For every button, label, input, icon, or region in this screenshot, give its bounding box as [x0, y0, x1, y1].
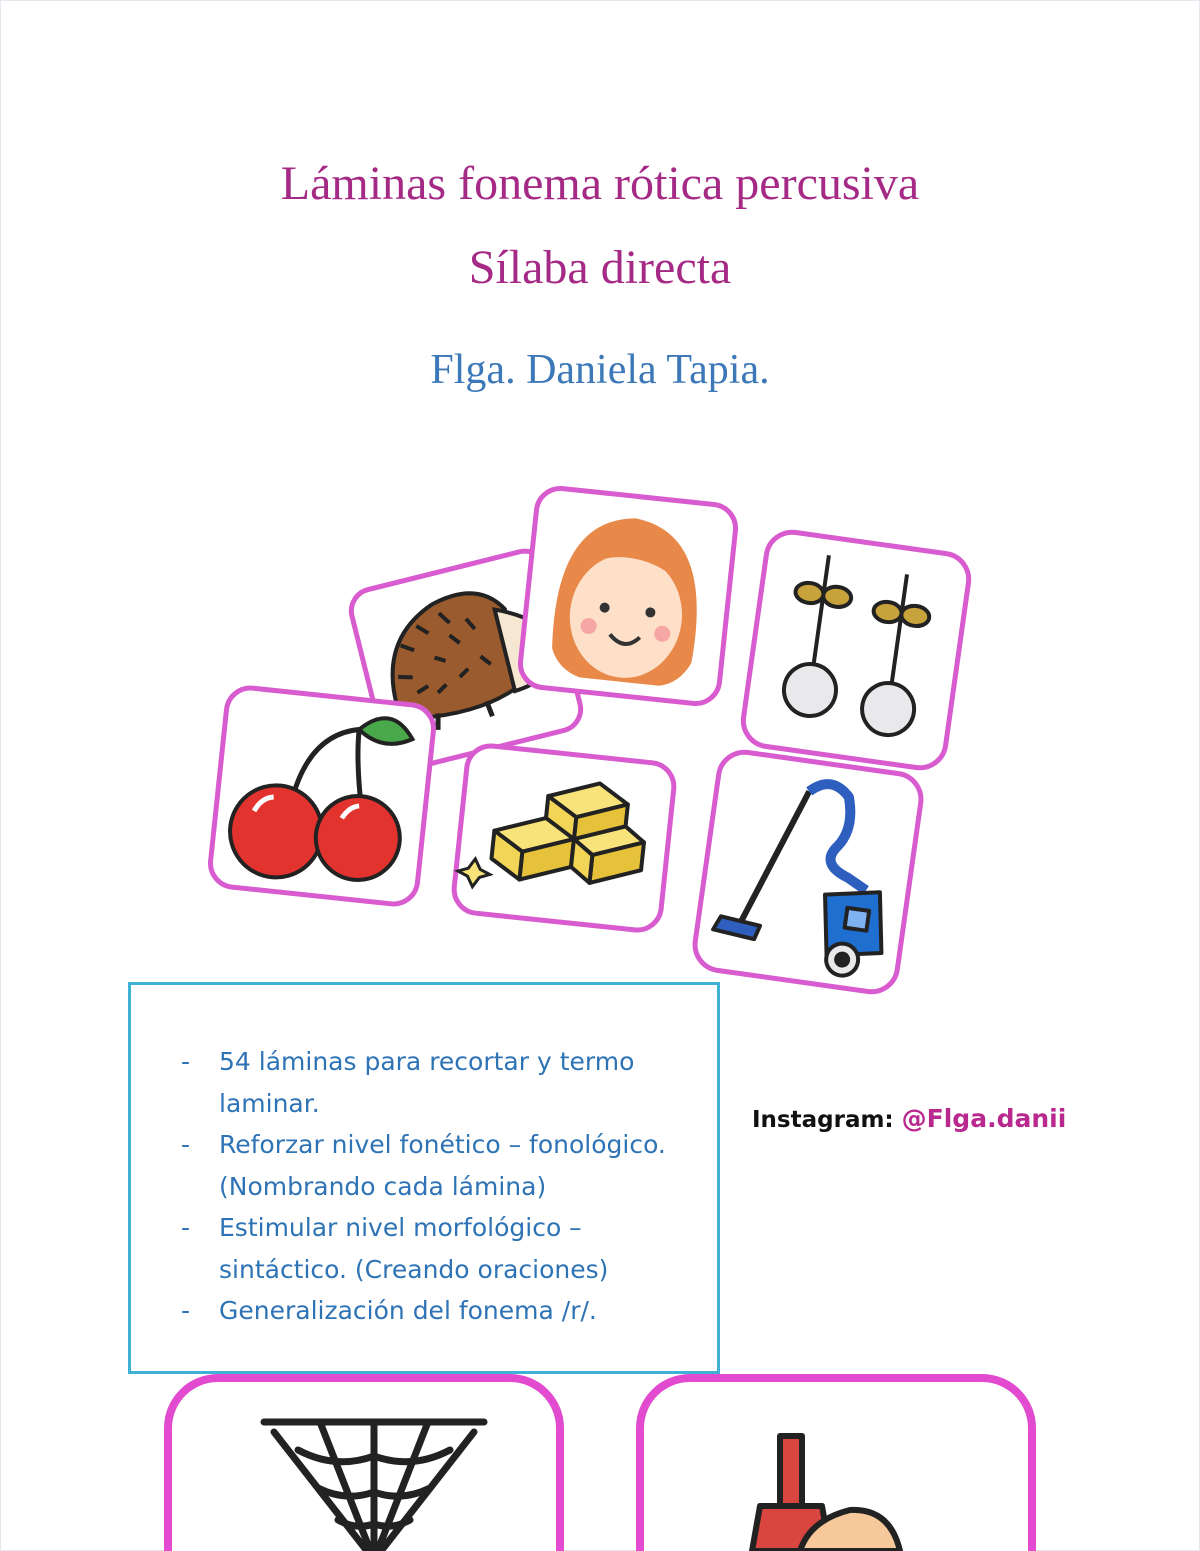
girl-face-icon: [518, 486, 738, 706]
list-item: - Generalización del fonema /r/.: [181, 1290, 701, 1332]
list-item: - Estimular nivel morfológico – sintáctico. (Creando oraciones): [181, 1207, 701, 1290]
info-list: [181, 1041, 701, 1332]
list-item: - Reforzar nivel fonético – fonológico. (Nombrando cada lámina): [181, 1124, 701, 1207]
bottom-picture-cards: [0, 1360, 1200, 1551]
instagram-handle[interactable]: @Flga.danii: [901, 1104, 1067, 1133]
info-box: [128, 982, 720, 1374]
spider-web-icon: [168, 1378, 560, 1551]
cherries-icon: [208, 686, 436, 907]
author-name: Flga. Daniela Tapia.: [430, 347, 770, 393]
instagram-label: Instagram:: [752, 1107, 894, 1133]
earrings-icon: [740, 529, 972, 771]
list-item: - 54 láminas para recortar y termo laminar.: [181, 1041, 701, 1124]
vacuum-cleaner-icon: [692, 749, 925, 995]
page-title: Láminas fonema rótica percusiva: [280, 157, 920, 210]
instagram-contact: [752, 1104, 1066, 1133]
gold-bars-icon: [452, 744, 676, 933]
page-subtitle: Sílaba directa: [468, 241, 732, 294]
child-brush-icon: [640, 1378, 1032, 1551]
